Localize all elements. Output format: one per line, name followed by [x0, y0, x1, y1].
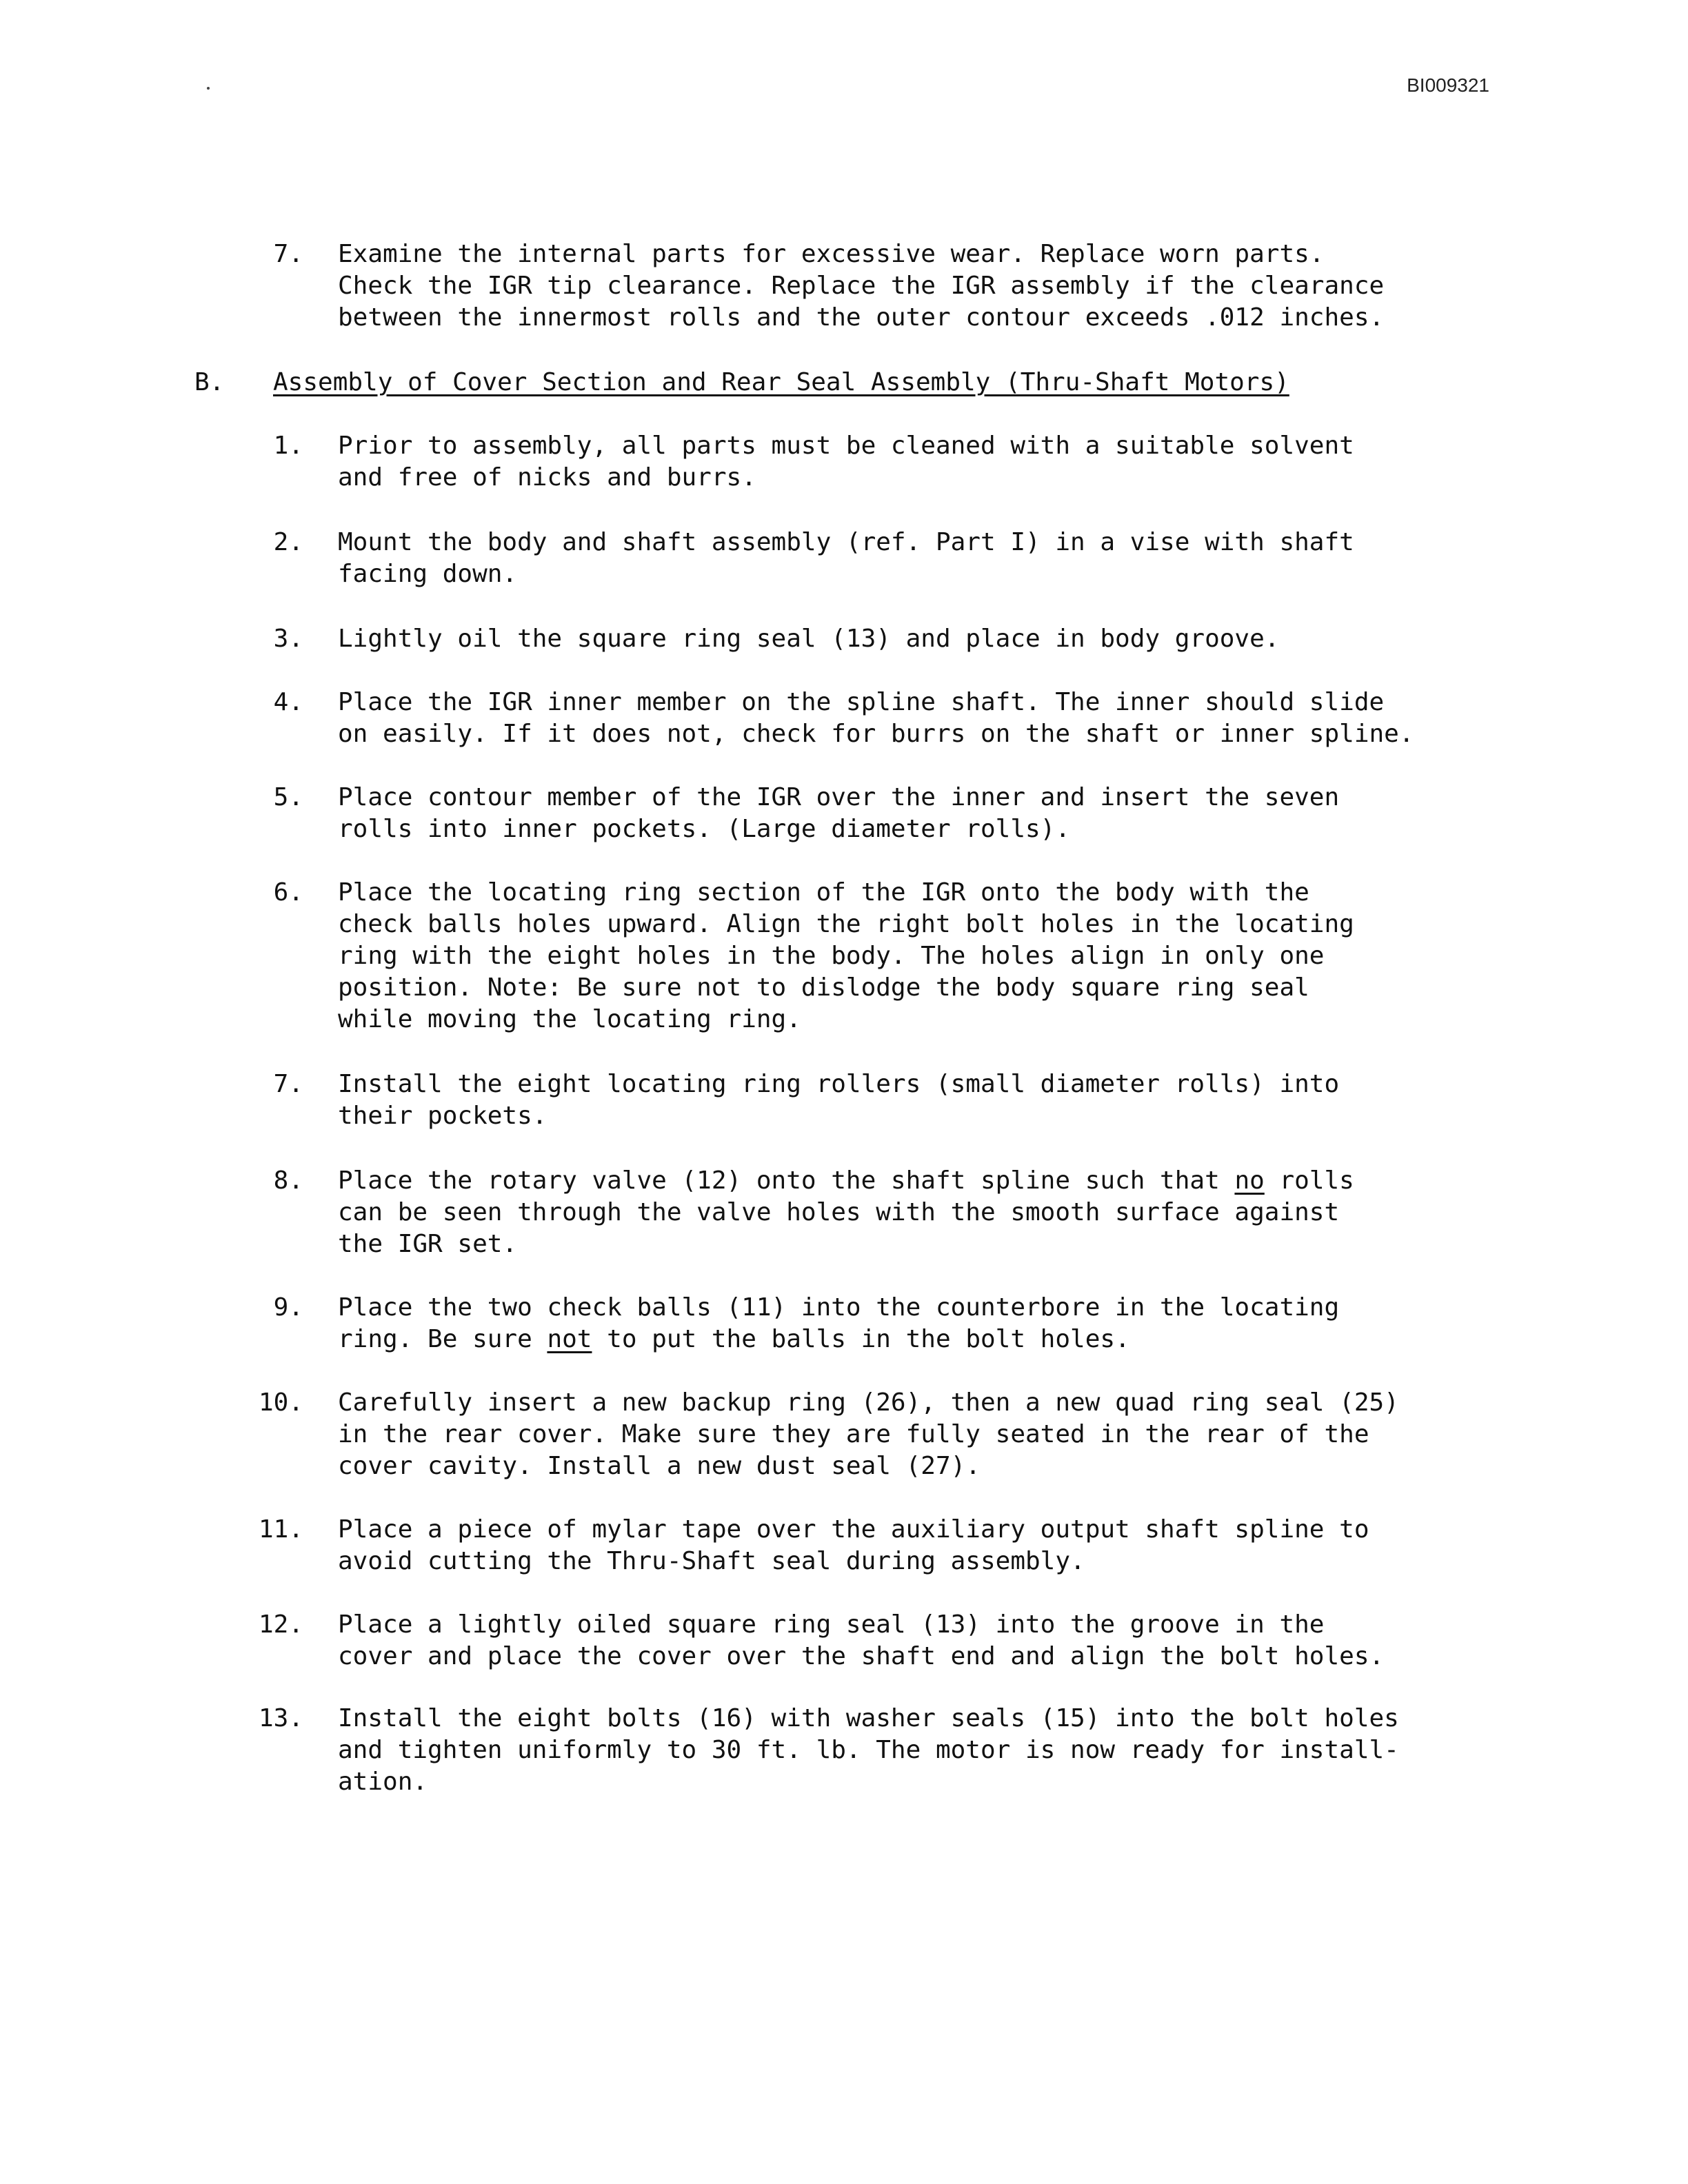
step-number: 12. — [258, 1610, 303, 1639]
step-text: Install the eight bolts (16) with washer seals (15) into the bolt holes and tighten uniformly to 30 ft. lb. The motor is now ready for install- ation. — [338, 1704, 1399, 1796]
step-number: 5. — [273, 783, 303, 811]
step-text: Place a lightly oiled square ring seal (13) into the groove in the cover and place the cover over the shaft end and align the bolt holes. — [338, 1610, 1385, 1670]
step-number: 9. — [273, 1293, 303, 1322]
scan-speck — [207, 87, 210, 90]
step-number: 13. — [258, 1704, 303, 1732]
step-number: 8. — [273, 1166, 303, 1195]
step-text — [338, 1165, 1538, 1260]
step-text: Install the eight locating ring rollers (small diameter rolls) into their pockets. — [338, 1070, 1340, 1130]
step-number: 10. — [258, 1388, 303, 1417]
step-text — [338, 1292, 1538, 1355]
step-number: 1. — [273, 432, 303, 460]
step-text: Place the IGR inner member on the spline shaft. The inner should slide on easily. If it does not, check for burrs on the shaft or inner spline. — [338, 688, 1414, 748]
step-number: 6. — [273, 878, 303, 907]
emphasis-not: not — [547, 1325, 592, 1353]
step-text: Lightly oil the square ring seal (13) and place in body groove. — [338, 625, 1280, 653]
step-text: Examine the internal parts for excessive wear. Replace worn parts. Check the IGR tip clearance. Replace the IGR assembly if the clearance between the innermost rolls and the outer contour exceeds .012 inches. — [338, 240, 1385, 332]
step-number: 11. — [258, 1515, 303, 1544]
step-text: Prior to assembly, all parts must be cleaned with a suitable solvent and free of nicks and burrs. — [338, 432, 1354, 492]
step-number: 2. — [273, 528, 303, 556]
step-number: 7. — [273, 240, 303, 268]
step-text-part: Place the two check balls (11) into the counterbore in the locating ring. Be sure — [338, 1293, 1340, 1353]
step-number: 7. — [273, 1070, 303, 1098]
step-text: Mount the body and shaft assembly (ref. Part I) in a vise with shaft facing down. — [338, 528, 1354, 588]
document-id: BI009321 — [1407, 74, 1489, 96]
step-number: 4. — [273, 688, 303, 716]
emphasis-no: no — [1234, 1166, 1265, 1195]
step-text: Place a piece of mylar tape over the auxiliary output shaft spline to avoid cutting the Thru-Shaft seal during assembly. — [338, 1515, 1369, 1575]
step-text: Place the locating ring section of the IGR onto the body with the check balls holes upward. Align the right bolt holes in the locating ring with the eight holes in the body. The holes align in only one position. Note: Be sure not to dislodge the body square ring seal while moving the locating ring. — [338, 878, 1354, 1033]
section-title: Assembly of Cover Section and Rear Seal Assembly (Thru-Shaft Motors) — [273, 368, 1289, 396]
step-number: 3. — [273, 625, 303, 653]
step-text: Place contour member of the IGR over the inner and insert the seven rolls into inner pockets. (Large diameter rolls). — [338, 783, 1340, 843]
step-text-part: to put the balls in the bolt holes. — [592, 1325, 1130, 1353]
step-text: Carefully insert a new backup ring (26), then a new quad ring seal (25) in the rear cover. Make sure they are fully seated in the rear of the cover cavity. Install a new dust seal (27). — [338, 1388, 1399, 1480]
section-letter: B. — [194, 368, 225, 396]
step-text-part: rolls can be seen through the valve holes with the smooth surface against the IGR set. — [338, 1166, 1354, 1258]
step-text-part: Place the rotary valve (12) onto the shaft spline such that — [338, 1166, 1235, 1195]
